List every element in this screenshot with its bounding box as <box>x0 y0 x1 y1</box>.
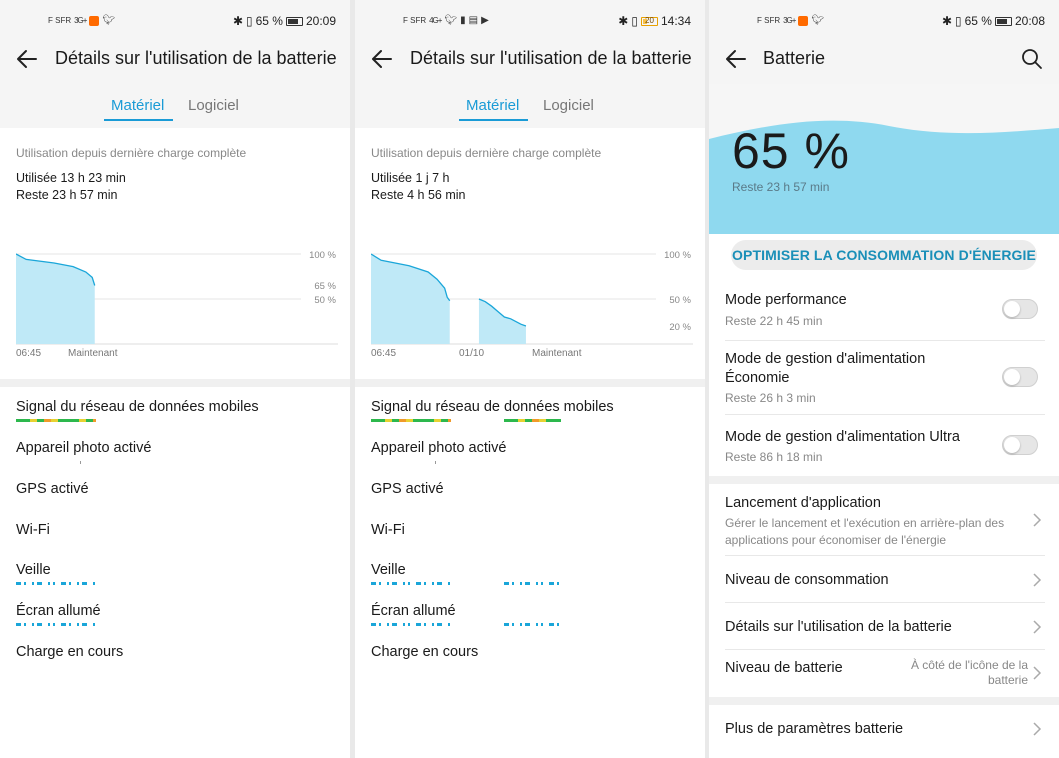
signal-segment <box>93 419 96 422</box>
twitter-icon: 🐦︎ <box>811 15 825 26</box>
activity-segment <box>437 582 442 585</box>
battery-percent: 65 % <box>255 14 283 28</box>
battery-curve-area-2 <box>479 299 526 344</box>
notification-app-icon <box>89 16 99 26</box>
signal-segment <box>420 419 427 422</box>
signal-segment <box>399 419 406 422</box>
notification-app-icon <box>798 16 808 26</box>
activity-segment <box>48 623 50 626</box>
power-saving-mode-toggle[interactable] <box>1002 367 1038 387</box>
x-tick-label: Maintenant <box>68 348 118 359</box>
remaining-time: Reste 23 h 57 min <box>16 188 118 202</box>
battery-icon <box>286 17 303 26</box>
toggle-knob <box>1004 437 1020 453</box>
activity-segment <box>541 582 543 585</box>
chevron-right-icon[interactable] <box>1032 620 1042 634</box>
signal-segment <box>72 419 79 422</box>
section-divider <box>709 697 1059 705</box>
section-divider <box>0 379 350 387</box>
activity-segment <box>371 623 376 626</box>
clock: 20:09 <box>305 14 336 28</box>
activity-segment <box>504 582 509 585</box>
metric-standby: Veille <box>16 562 51 578</box>
battery-details-screen-1 <box>0 0 350 758</box>
activity-tick <box>80 461 81 464</box>
activity-segment <box>16 623 21 626</box>
metric-charging: Charge en cours <box>371 644 479 660</box>
toggle-knob <box>1004 369 1020 385</box>
signal-segment <box>392 419 399 422</box>
activity-segment <box>525 582 530 585</box>
signal-segment <box>58 419 65 422</box>
usage-note: Utilisation depuis dernière charge complète <box>371 146 602 160</box>
toggle-sub: Reste 26 h 3 min <box>725 391 816 405</box>
signal-strength-bar <box>16 419 96 422</box>
carrier-label: F SFR <box>48 16 72 25</box>
activity-segment <box>32 623 34 626</box>
tab-hardware[interactable]: Matériel <box>111 97 165 114</box>
standby-activity-bar <box>371 582 561 585</box>
tab-bar <box>0 84 350 128</box>
activity-segment <box>520 582 522 585</box>
standby-activity-bar <box>16 582 96 585</box>
signal-segment <box>79 419 86 422</box>
activity-segment <box>557 582 559 585</box>
battery-curve-area-1 <box>16 254 95 344</box>
network-label: 3G+ <box>74 16 87 25</box>
toggle-title: Mode performance <box>725 292 847 308</box>
metric-standby: Veille <box>371 562 406 578</box>
notification-icon: ▮ <box>460 15 466 26</box>
search-icon[interactable] <box>1021 48 1043 70</box>
signal-segment <box>441 419 448 422</box>
activity-segment <box>432 582 434 585</box>
activity-segment <box>53 582 55 585</box>
vibrate-icon: ▯ <box>955 14 962 28</box>
chevron-right-icon[interactable] <box>1032 573 1042 587</box>
activity-segment <box>424 582 426 585</box>
signal-segment <box>86 419 93 422</box>
toggle-sub: Reste 86 h 18 min <box>725 450 823 464</box>
activity-segment <box>387 623 389 626</box>
activity-segment <box>82 582 87 585</box>
toggle-title: Mode de gestion d'alimentation Ultra <box>725 429 960 445</box>
page-title: Détails sur l'utilisation de la batterie <box>55 48 337 68</box>
metric-screen-on: Écran allumé <box>16 603 101 619</box>
back-arrow-icon[interactable] <box>725 47 747 71</box>
tab-bar <box>355 84 705 128</box>
signal-segment <box>37 419 44 422</box>
activity-segment <box>408 623 410 626</box>
activity-segment <box>424 623 426 626</box>
chevron-right-icon[interactable] <box>1032 666 1042 680</box>
used-time: Utilisée 13 h 23 min <box>16 171 126 185</box>
network-label: 4G+ <box>429 16 442 25</box>
y-tick-label: 50 % <box>314 295 336 306</box>
signal-segment <box>560 419 561 422</box>
ultra-mode-toggle[interactable] <box>1002 435 1038 455</box>
vibrate-icon: ▯ <box>631 14 638 28</box>
back-arrow-icon[interactable] <box>16 47 38 71</box>
activity-segment <box>77 582 79 585</box>
row-divider <box>725 649 1045 650</box>
signal-segment <box>385 419 392 422</box>
camera-activity-bar <box>16 461 96 464</box>
signal-segment <box>546 419 553 422</box>
y-tick-label: 100 % <box>309 250 336 261</box>
toggle-knob <box>1004 301 1020 317</box>
signal-segment <box>44 419 51 422</box>
signal-segment <box>413 419 420 422</box>
metric-mobile-signal: Signal du réseau de données mobiles <box>16 399 259 415</box>
twitter-icon: 🐦︎ <box>444 15 458 26</box>
app-launch-title[interactable]: Lancement d'application <box>725 495 881 511</box>
tab-indicator <box>104 119 173 121</box>
signal-segment <box>16 419 23 422</box>
y-tick-label: 100 % <box>664 250 691 261</box>
used-time: Utilisée 1 j 7 h <box>371 171 450 185</box>
battery-icon <box>641 17 658 26</box>
activity-segment <box>549 582 554 585</box>
activity-segment <box>37 582 42 585</box>
app-bar <box>355 34 705 84</box>
optimize-button[interactable]: OPTIMISER LA CONSOMMATION D'ÉNERGIE <box>731 240 1037 270</box>
signal-segment <box>553 419 560 422</box>
app-launch-sub: Gérer le lancement et l'exécution en arrière-plan des applications pour économiser de l'énergie <box>725 516 1005 547</box>
app-bar <box>709 34 1059 84</box>
x-tick-label: 01/10 <box>459 348 485 359</box>
vibrate-icon: ▯ <box>246 14 253 28</box>
bluetooth-icon: ✱ <box>618 14 629 28</box>
activity-segment <box>387 582 389 585</box>
activity-segment <box>69 623 71 626</box>
activity-segment <box>24 582 26 585</box>
activity-segment <box>448 623 450 626</box>
screen-activity-bar <box>371 623 561 626</box>
battery-percent: 65 % <box>964 14 992 28</box>
signal-segment <box>434 419 441 422</box>
signal-segment <box>532 419 539 422</box>
activity-segment <box>371 582 376 585</box>
signal-segment <box>504 419 511 422</box>
twitter-icon: 🐦︎ <box>102 15 116 26</box>
chevron-right-icon[interactable] <box>1032 722 1042 736</box>
bluetooth-icon: ✱ <box>941 14 952 28</box>
activity-segment <box>408 582 410 585</box>
battery-chart <box>371 240 693 370</box>
activity-segment <box>416 582 421 585</box>
activity-segment <box>541 623 543 626</box>
battery-level-label: 20 <box>645 15 654 25</box>
activity-segment <box>504 623 509 626</box>
performance-mode-toggle[interactable] <box>1002 299 1038 319</box>
activity-segment <box>432 623 434 626</box>
activity-segment <box>48 582 50 585</box>
x-tick-label: 06:45 <box>16 348 42 359</box>
signal-segment <box>539 419 546 422</box>
activity-segment <box>32 582 34 585</box>
battery-usage-details-link[interactable]: Détails sur l'utilisation de la batterie <box>725 619 952 635</box>
y-tick-label: 20 % <box>669 322 691 333</box>
activity-segment <box>379 623 381 626</box>
activity-segment <box>520 623 522 626</box>
carrier-label: F SFR <box>757 16 781 25</box>
activity-segment <box>512 582 514 585</box>
remaining-time: Reste 4 h 56 min <box>371 188 466 202</box>
battery-curve-area-1 <box>371 254 450 344</box>
battery-chart <box>16 240 338 370</box>
activity-segment <box>24 623 26 626</box>
battery-remaining: Reste 23 h 57 min <box>732 180 830 194</box>
activity-segment <box>61 582 66 585</box>
clock: 20:08 <box>1014 14 1045 28</box>
metric-wifi: Wi-Fi <box>16 522 50 538</box>
signal-segment <box>448 419 451 422</box>
activity-segment <box>392 623 397 626</box>
row-divider <box>725 555 1045 556</box>
battery-settings-screen <box>709 0 1059 758</box>
page-title: Détails sur l'utilisation de la batterie <box>410 48 692 68</box>
toggle-title: Mode de gestion d'alimentation Économie <box>725 351 926 386</box>
activity-segment <box>557 623 559 626</box>
activity-segment <box>69 582 71 585</box>
bluetooth-icon: ✱ <box>232 14 243 28</box>
screen-activity-bar <box>16 623 96 626</box>
activity-segment <box>37 623 42 626</box>
metric-camera: Appareil photo activé <box>371 440 507 456</box>
battery-percent-large: 65 % <box>732 123 850 179</box>
row-divider <box>725 414 1045 415</box>
battery-level-link[interactable]: Niveau de batterie <box>725 660 843 676</box>
activity-tick <box>435 461 436 464</box>
more-battery-settings-link[interactable]: Plus de paramètres batterie <box>725 721 904 737</box>
activity-segment <box>536 623 538 626</box>
metric-mobile-signal: Signal du réseau de données mobiles <box>371 399 614 415</box>
x-tick-label: 06:45 <box>371 348 397 359</box>
calendar-icon: ▤ <box>468 15 479 26</box>
y-tick-label: 65 % <box>314 281 336 292</box>
signal-segment <box>406 419 413 422</box>
tab-software[interactable]: Logiciel <box>188 97 239 114</box>
battery-level-value: À côté de l'icône de la batterie <box>910 658 1028 687</box>
section-divider <box>709 476 1059 484</box>
usage-note: Utilisation depuis dernière charge complète <box>16 146 247 160</box>
activity-segment <box>437 623 442 626</box>
battery-details-screen-2 <box>355 0 705 758</box>
activity-segment <box>379 582 381 585</box>
signal-segment <box>65 419 72 422</box>
metric-gps: GPS activé <box>16 481 89 497</box>
camera-activity-bar <box>371 461 451 464</box>
play-icon: ▶ <box>481 15 489 26</box>
battery-level-hero <box>709 84 1059 234</box>
activity-segment <box>82 623 87 626</box>
activity-segment <box>416 623 421 626</box>
activity-segment <box>16 582 21 585</box>
signal-segment <box>518 419 525 422</box>
signal-segment <box>511 419 518 422</box>
battery-icon <box>995 17 1012 26</box>
signal-segment <box>51 419 58 422</box>
signal-segment <box>427 419 434 422</box>
chevron-right-icon[interactable] <box>1032 513 1042 527</box>
signal-segment <box>378 419 385 422</box>
activity-segment <box>512 623 514 626</box>
row-divider <box>725 340 1045 341</box>
activity-segment <box>403 582 405 585</box>
metric-gps: GPS activé <box>371 481 444 497</box>
consumption-level-link[interactable]: Niveau de consommation <box>725 572 889 588</box>
toggle-sub: Reste 22 h 45 min <box>725 314 823 328</box>
x-tick-label: Maintenant <box>532 348 582 359</box>
activity-segment <box>536 582 538 585</box>
clock: 14:34 <box>660 14 691 28</box>
signal-segment <box>525 419 532 422</box>
y-tick-label: 50 % <box>669 295 691 306</box>
tab-software[interactable]: Logiciel <box>543 97 594 114</box>
section-divider <box>355 379 705 387</box>
tab-indicator <box>459 119 528 121</box>
activity-segment <box>448 582 450 585</box>
signal-segment <box>30 419 37 422</box>
activity-segment <box>549 623 554 626</box>
activity-segment <box>77 623 79 626</box>
tab-hardware[interactable]: Matériel <box>466 97 520 114</box>
row-divider <box>725 602 1045 603</box>
metric-camera: Appareil photo activé <box>16 440 152 456</box>
activity-segment <box>93 582 95 585</box>
metric-screen-on: Écran allumé <box>371 603 456 619</box>
signal-strength-bar <box>371 419 561 422</box>
signal-segment <box>23 419 30 422</box>
signal-segment <box>371 419 378 422</box>
activity-segment <box>403 623 405 626</box>
activity-segment <box>392 582 397 585</box>
network-label: 3G+ <box>783 16 796 25</box>
app-bar <box>0 34 350 84</box>
page-title: Batterie <box>763 48 826 68</box>
activity-segment <box>525 623 530 626</box>
metric-wifi: Wi-Fi <box>371 522 405 538</box>
activity-segment <box>93 623 95 626</box>
carrier-label: F SFR <box>403 16 427 25</box>
activity-segment <box>61 623 66 626</box>
back-arrow-icon[interactable] <box>371 47 393 71</box>
activity-segment <box>53 623 55 626</box>
metric-charging: Charge en cours <box>16 644 124 660</box>
